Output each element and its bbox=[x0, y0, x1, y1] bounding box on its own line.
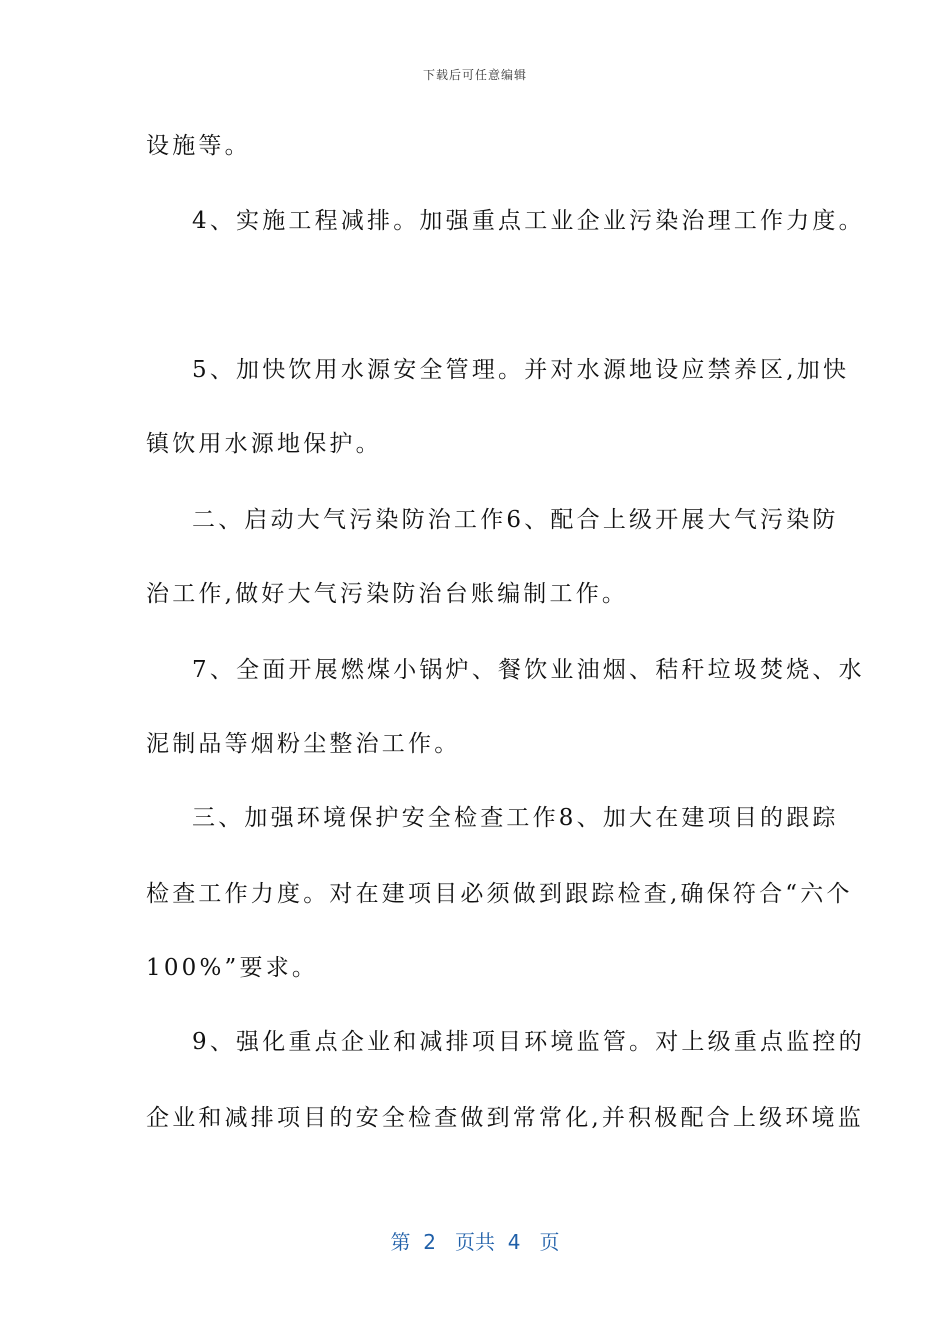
page-number-footer: 第 2 页共 4 页 bbox=[390, 1230, 560, 1254]
text-line: 7、全面开展燃煤小锅炉、餐饮业油烟、秸秆垃圾焚烧、水 bbox=[192, 657, 865, 683]
text-line: 二、启动大气污染防治工作6、配合上级开展大气污染防 bbox=[192, 507, 839, 533]
text-line: 5、加快饮用水源安全管理。并对水源地设应禁养区,加快 bbox=[192, 357, 850, 383]
text-line: 检查工作力度。对在建项目必须做到跟踪检查,确保符合“六个 bbox=[146, 881, 853, 907]
text-line: 9、强化重点企业和减排项目环境监管。对上级重点监控的 bbox=[192, 1029, 865, 1055]
text-line: 泥制品等烟粉尘整治工作。 bbox=[146, 731, 461, 757]
text-line: 三、加强环境保护安全检查工作8、加大在建项目的跟踪 bbox=[192, 805, 839, 831]
page-header: 下载后可任意编辑 bbox=[422, 68, 527, 82]
text-line: 治工作,做好大气污染防治台账编制工作。 bbox=[146, 581, 629, 607]
text-line: 100%”要求。 bbox=[146, 955, 319, 981]
text-line: 镇饮用水源地保护。 bbox=[146, 431, 382, 457]
text-line: 4、实施工程减排。加强重点工业企业污染治理工作力度。 bbox=[192, 208, 865, 234]
text-line: 企业和减排项目的安全检查做到常常化,并积极配合上级环境监 bbox=[146, 1105, 864, 1131]
text-line: 设施等。 bbox=[146, 133, 251, 159]
